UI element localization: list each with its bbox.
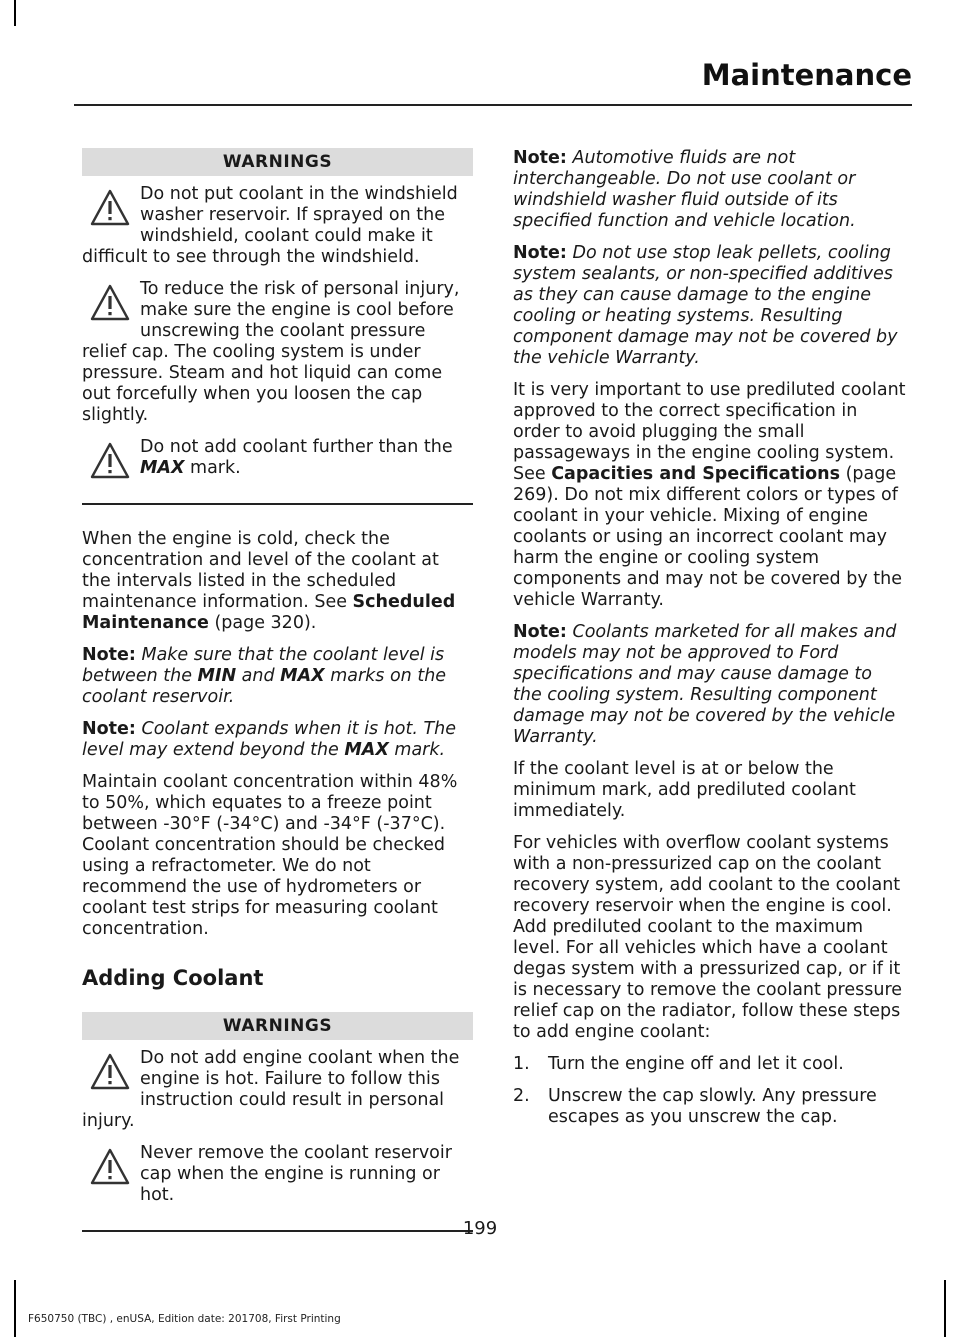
warnings-box	[82, 148, 473, 505]
warning-text: Do not add coolant further than the MAX mark.	[140, 437, 453, 478]
crop-mark-top-left	[14, 0, 16, 26]
warnings-title: WARNINGS	[82, 1012, 473, 1040]
coolant-level-paragraph: If the coolant level is at or below the minimum mark, add prediluted coolant immediately.	[513, 759, 856, 821]
header-rule	[74, 104, 912, 106]
warnings-title: WARNINGS	[82, 148, 473, 176]
right-column	[513, 148, 906, 1128]
warning-item	[82, 1143, 473, 1206]
warning-text: Do not put coolant in the windshield washer reservoir. If sprayed on the windshield, coolant could make it difficult to see through the windshield.	[82, 184, 458, 267]
warning-item	[82, 1048, 473, 1132]
coolant-check-paragraph: When the engine is cold, check the concentration and level of the coolant at the intervals listed in the scheduled maintenance information. See Scheduled Maintenance (page 320).	[82, 529, 456, 633]
crop-mark-bottom-right	[944, 1280, 946, 1337]
note-fluids-not-interchangeable: Note: Automotive fluids are not interchangeable. Do not use coolant or windshield washer fluid outside of its specified function and vehicle location.	[513, 148, 856, 231]
warning-triangle-icon	[90, 1147, 130, 1187]
warning-item	[82, 184, 473, 268]
warning-triangle-icon	[90, 283, 130, 323]
warning-text: Never remove the coolant reservoir cap when the engine is running or hot.	[140, 1143, 452, 1205]
left-column	[82, 148, 473, 1232]
warning-text: Do not add engine coolant when the engine is hot. Failure to follow this instruction could result in personal injury.	[82, 1048, 460, 1131]
page-title: Maintenance	[701, 58, 912, 92]
warning-triangle-icon	[90, 441, 130, 481]
step-item: 2. Unscrew the cap slowly. Any pressure escapes as you unscrew the cap.	[513, 1086, 877, 1127]
step-item: 1. Turn the engine off and let it cool.	[513, 1054, 844, 1074]
warning-item	[82, 437, 473, 479]
warnings-bottom-rule	[82, 503, 473, 505]
prediluted-coolant-paragraph: It is very important to use prediluted coolant approved to the correct specification in order to avoid plugging the small passageways in the engine cooling system. See Capacities and Specifications (page 269). Do not mix different colors or types of coolant in your vehicle. Mixing of engine coolants or using an incorrect coolant may harm the engine or cooling system components and may not be covered by the vehicle Warranty.	[513, 380, 906, 610]
scheduled-maintenance-link[interactable]: Scheduled Maintenance	[82, 592, 456, 633]
note-coolants-marketed: Note: Coolants marketed for all makes and models may not be approved to Ford specifications and may cause damage to the cooling system. Resulting component damage may not be covered by the vehicle Warranty.	[513, 622, 897, 747]
warning-triangle-icon	[90, 188, 130, 228]
warnings-box	[82, 1012, 473, 1232]
coolant-concentration-paragraph: Maintain coolant concentration within 48% to 50%, which equates to a freeze point between -30°F (-34°C) and -34°F (-37°C). Coolant concentration should be checked using a refractometer. We do not recommend the use of hydrometers or coolant test strips for measuring coolant concentration.	[82, 772, 458, 939]
page-number: 199	[462, 1218, 498, 1239]
edition-info: F650750 (TBC) , enUSA, Edition date: 201708, First Printing	[28, 1313, 341, 1325]
max-mark: MAX	[140, 458, 185, 478]
note-coolant-expands: Note: Coolant expands when it is hot. The level may extend beyond the MAX mark.	[82, 719, 457, 760]
note-coolant-level: Note: Make sure that the coolant level is between the MIN and MAX marks on the coolant reservoir.	[82, 645, 447, 707]
note-stop-leak: Note: Do not use stop leak pellets, cooling system sealants, or non-specified additives as they can cause damage to the engine cooling or heating systems. Resulting component damage may not be covered by the vehicle Warranty.	[513, 243, 898, 368]
warning-text: To reduce the risk of personal injury, make sure the engine is cool before unscrewing the coolant pressure relief cap. The cooling system is under pressure. Steam and hot liquid can come out forcefully when you loosen the cap slightly.	[82, 279, 460, 425]
overflow-systems-paragraph: For vehicles with overflow coolant systems with a non-pressurized cap on the coolant recovery system, add coolant to the coolant recovery reservoir when the engine is cool. Add prediluted coolant to the maximum level. For all vehicles which have a coolant degas system with a pressurized cap, or if it is necessary to remove the coolant pressure relief cap on the radiator, follow these steps to add engine coolant:	[513, 833, 903, 1042]
warning-triangle-icon	[90, 1052, 130, 1092]
crop-mark-bottom-left	[14, 1280, 16, 1337]
warning-item	[82, 279, 473, 426]
section-heading-adding-coolant: Adding Coolant	[82, 966, 264, 990]
capacities-specifications-link[interactable]: Capacities and Specifications	[551, 464, 840, 484]
